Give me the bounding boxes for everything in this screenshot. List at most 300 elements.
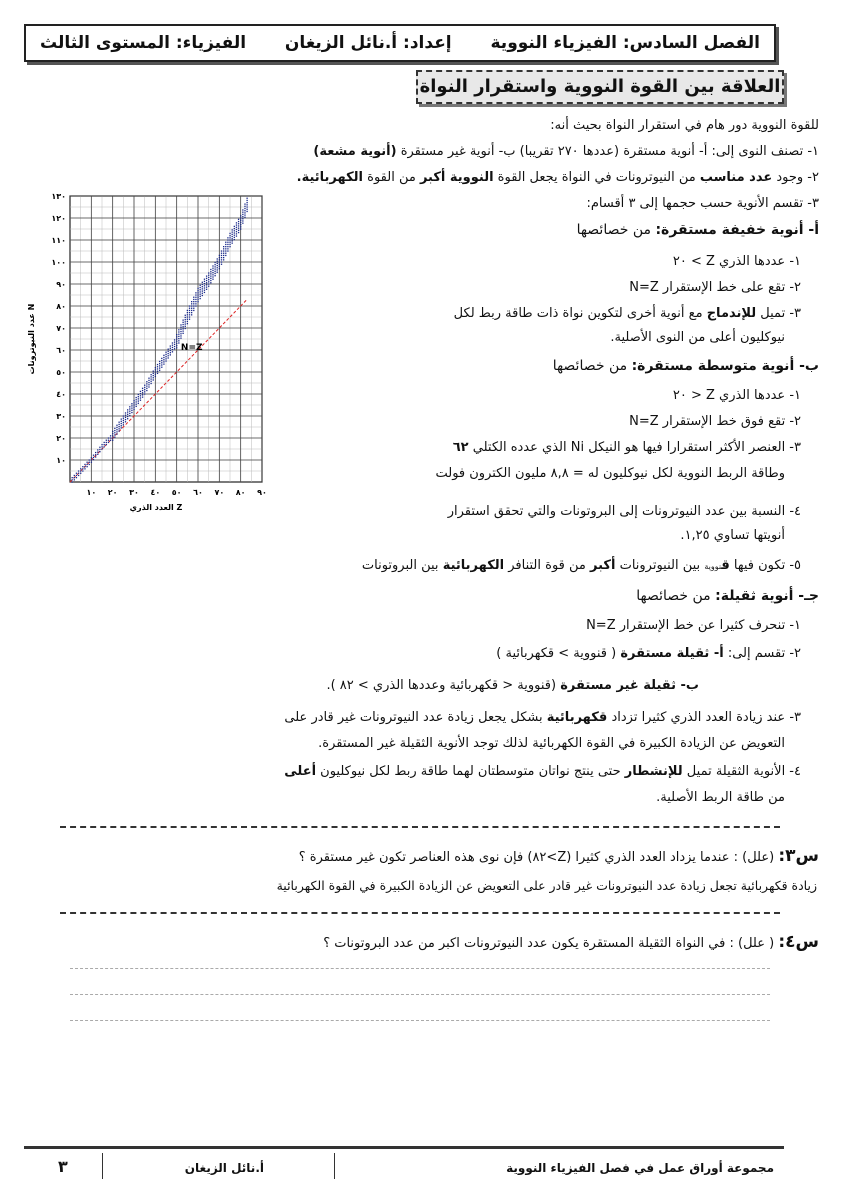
p2a: ٢- وجود [776,170,819,185]
stable-nucleus-point [155,371,156,372]
stable-nucleus-point [110,440,111,441]
stable-nucleus-point [84,468,85,469]
stable-nucleus-point [236,227,237,228]
stable-nucleus-point [229,233,230,234]
stable-nucleus-point [214,266,215,267]
a3a: ٣- تميل [760,306,801,321]
stable-nucleus-point [236,224,237,225]
stable-nucleus-point [178,336,179,337]
stable-nucleus-point [240,222,241,223]
stable-nucleus-point [174,344,175,345]
b5e: أكبر [590,558,616,573]
stable-nucleus-point [204,292,205,293]
stable-nucleus-point [114,434,115,435]
stable-nucleus-point [206,286,207,287]
stable-nucleus-point [174,339,175,340]
stable-nucleus-point [170,345,171,346]
stable-nucleus-point [197,299,198,300]
q4-text: ( علل) : في النواة الثقيلة المستقرة يكون عدد النيوترونات اكبر من عدد البروتونات ؟ [323,936,775,951]
stable-nucleus-point [159,367,160,368]
stable-nucleus-point [206,289,207,290]
stable-nucleus-point [104,442,105,443]
stable-nucleus-point [202,293,203,294]
stable-nucleus-point [176,343,177,344]
answer-line-1[interactable] [70,968,770,969]
stable-nucleus-point [234,228,235,229]
stable-nucleus-point [244,203,245,204]
stable-nucleus-point [223,248,224,249]
c4a: ٤- الأنوية الثقيلة تميل [686,764,801,779]
stable-nucleus-point [116,433,117,434]
stable-nucleus-point [208,275,209,276]
stable-nucleus-point [238,230,239,231]
stable-nucleus-point [200,287,201,288]
stable-nucleus-point [238,223,239,224]
stable-nucleus-point [204,283,205,284]
b5a: ٥- تكون فيها [733,558,801,573]
stable-nucleus-point [229,242,230,243]
y-tick-label: ٤٠ [56,390,66,399]
q4-label: س٤: [778,932,819,952]
stable-nucleus-point [219,259,220,260]
y-tick-label: ١٠ [56,456,66,465]
stable-nucleus-point [195,305,196,306]
x-tick-label: ٦٠ [193,488,203,497]
stable-nucleus-point [189,308,190,309]
stable-nucleus-point [223,259,224,260]
stable-nucleus-point [197,290,198,291]
c3d: التعويض عن الزيادة الكبيرة في القوة الكهربائية لذلك توجد الأنوية الثقيلة غير المستقرة. [318,736,785,751]
stable-nucleus-point [187,310,188,311]
stable-nucleus-point [157,371,158,372]
stable-nucleus-point [155,374,156,375]
stable-nucleus-point [221,250,222,251]
stable-nucleus-point [172,349,173,350]
stable-nucleus-point [108,442,109,443]
b-tail: من خصائصها [552,358,628,374]
stable-nucleus-point [189,310,190,311]
point-3: ٣- تقسم الأنوية حسب حجمها إلى ٣ أقسام: [586,196,819,211]
stable-nucleus-point [246,198,247,199]
course-level: الفيزياء: المستوى الثالث [40,33,247,53]
stable-nucleus-point [116,427,117,428]
x-tick-label: ٧٠ [214,488,225,497]
stable-nucleus-point [174,346,175,347]
stable-nucleus-point [172,347,173,348]
stable-nucleus-point [178,338,179,339]
stable-nucleus-point [195,292,196,293]
stable-nucleus-point [195,299,196,300]
stable-nucleus-point [138,403,139,404]
stable-nucleus-point [136,406,137,407]
stable-nucleus-point [236,233,237,234]
stable-nucleus-point [234,237,235,238]
stable-nucleus-point [232,229,233,230]
stable-nucleus-point [80,473,81,474]
c2-unstable [326,678,699,693]
y-tick-label: ٩٠ [56,280,66,289]
y-tick-label: ١١٠ [51,236,66,245]
stable-nucleus-point [131,407,132,408]
y-tick-label: ١٣٠ [51,192,66,201]
separator-2 [60,912,780,914]
stable-nucleus-point [129,408,130,409]
stable-nucleus-point [106,442,107,443]
stable-nucleus-point [118,430,119,431]
stable-nucleus-point [163,361,164,362]
b5h: بين البروتونات [361,558,439,573]
stable-nucleus-point [197,288,198,289]
stable-nucleus-point [189,314,190,315]
stable-nucleus-point [157,368,158,369]
stable-nucleus-point [89,459,90,460]
stable-nucleus-point [165,356,166,357]
stable-nucleus-point [210,271,211,272]
y-tick-label: ١٢٠ [51,214,66,223]
stable-nucleus-point [200,289,201,290]
c-head: جـ- أنوية ثقيلة: [715,588,819,604]
a3d: نيوكليون أعلى من النوى الأصلية. [610,330,785,345]
b3c: وطاقة الربط النووية لكل نيوكليون له = ٨,٨ مليون الكترون فولت [435,466,785,481]
stable-nucleus-point [236,235,237,236]
stable-nucleus-point [142,390,143,391]
stable-nucleus-point [138,400,139,401]
p2c: من النيوترونات في النواة يجعل القوة [497,170,696,185]
stable-nucleus-point [221,261,222,262]
stable-nucleus-point [200,296,201,297]
point-1 [313,144,819,159]
stable-nucleus-point [140,397,141,398]
stable-nucleus-point [84,466,85,467]
stable-nucleus-point [170,350,171,351]
a-tail: من خصائصها [576,222,651,238]
stable-nucleus-point [144,389,145,390]
stable-nucleus-point [221,259,222,260]
stable-nucleus-point [114,437,115,438]
stable-nucleus-point [200,294,201,295]
stable-nucleus-point [176,338,177,339]
stable-nucleus-point [93,457,94,458]
stable-nucleus-point [95,452,96,453]
stable-nucleus-point [133,402,134,403]
c2d: ب- ثقيلة غير مستقرة [560,678,699,693]
point-1-bold: (أنوية مشعة) [313,144,397,159]
stable-nucleus-point [127,414,128,415]
stable-nucleus-point [225,253,226,254]
stable-nucleus-point [150,376,151,377]
c4e: من طاقة الربط الأصلية. [656,790,785,805]
stable-nucleus-point [101,446,102,447]
stable-nucleus-point [157,366,158,367]
stable-nucleus-point [208,277,209,278]
stable-nucleus-point [140,391,141,392]
stable-nucleus-point [232,242,233,243]
stable-nucleus-point [244,206,245,207]
stable-nucleus-point [93,459,94,460]
stable-nucleus-point [180,333,181,334]
footer-divider-2 [102,1153,103,1179]
stable-nucleus-point [240,224,241,225]
stable-nucleus-point [210,278,211,279]
stable-nucleus-point [242,218,243,219]
answer-line-2[interactable] [70,994,770,995]
stable-nucleus-point [191,312,192,313]
stable-nucleus-point [208,286,209,287]
stable-nucleus-point [176,341,177,342]
stable-nucleus-point [72,481,73,482]
stable-nucleus-point [148,382,149,383]
stable-nucleus-point [227,250,228,251]
stable-nucleus-point [187,312,188,313]
stable-nucleus-point [84,464,85,465]
stable-nucleus-point [229,246,230,247]
stable-nucleus-point [93,455,94,456]
stable-nucleus-point [150,378,151,379]
light-nuclei-heading [577,222,819,238]
stable-nucleus-point [129,411,130,412]
stable-nucleus-point [153,379,154,380]
neutron-proton-chart [20,188,280,530]
stable-nucleus-point [121,418,122,419]
point-1-text: ١- تصنف النوى إلى: أ- أنوية مستقرة (عددها ٢٧٠ تقريبا) ب- أنوية غير مستقرة [400,144,819,159]
answer-line-3[interactable] [70,1020,770,1021]
stable-nucleus-point [150,374,151,375]
stable-nucleus-point [191,303,192,304]
stable-nucleus-point [148,380,149,381]
stable-nucleus-point [191,301,192,302]
stable-nucleus-point [214,264,215,265]
stable-nucleus-point [74,479,75,480]
stable-nucleus-point [193,305,194,306]
stable-nucleus-point [185,323,186,324]
stable-nucleus-point [180,338,181,339]
stable-nucleus-point [91,462,92,463]
b5d: بين النيوترونات [619,558,701,573]
stable-nucleus-point [125,419,126,420]
point-2 [297,170,819,185]
stable-nucleus-point [206,282,207,283]
stable-nucleus-point [217,263,218,264]
stable-nucleus-point [142,396,143,397]
section-title: العلاقة بين القوة النووية واستقرار النواة [416,70,784,104]
stable-nucleus-point [242,223,243,224]
stable-nucleus-point [187,323,188,324]
a3c: مع أنوية أخرى لتكوين نواة ذات طاقة ربط لكل [453,306,703,321]
stable-nucleus-point [72,479,73,480]
stable-nucleus-point [172,345,173,346]
stable-nucleus-point [200,285,201,286]
stable-nucleus-point [116,429,117,430]
c2a: ٢- تقسم إلى: [727,646,801,661]
stable-nucleus-point [121,423,122,424]
stable-nucleus-point [125,421,126,422]
b3b: ٦٢ [452,440,469,455]
stable-nucleus-point [116,431,117,432]
stable-nucleus-point [125,415,126,416]
stable-nucleus-point [238,221,239,222]
stable-nucleus-point [182,322,183,323]
stable-nucleus-point [168,349,169,350]
stable-nucleus-point [138,396,139,397]
stable-nucleus-point [242,216,243,217]
stable-nucleus-point [197,292,198,293]
stable-nucleus-point [144,391,145,392]
stable-nucleus-point [219,261,220,262]
stable-nucleus-point [208,272,209,273]
stable-nucleus-point [123,418,124,419]
stable-nucleus-point [234,232,235,233]
stable-nucleus-point [217,272,218,273]
stable-nucleus-point [187,314,188,315]
stable-nucleus-point [214,262,215,263]
stable-nucleus-point [133,404,134,405]
stable-nucleus-point [187,319,188,320]
stable-nucleus-point [195,301,196,302]
a-head: أ- أنوية خفيفة مستقرة: [655,222,819,238]
stable-nucleus-point [185,321,186,322]
stable-nucleus-point [238,232,239,233]
stable-nucleus-point [242,220,243,221]
stable-nucleus-point [225,246,226,247]
stable-nucleus-point [123,420,124,421]
stable-nucleus-point [146,383,147,384]
stable-nucleus-point [182,333,183,334]
stable-nucleus-point [112,440,113,441]
stable-nucleus-point [223,255,224,256]
stable-nucleus-point [91,459,92,460]
stable-nucleus-point [163,359,164,360]
stable-nucleus-point [227,246,228,247]
stable-nucleus-point [204,279,205,280]
stable-nucleus-point [240,226,241,227]
stable-nucleus-point [165,352,166,353]
stable-nucleus-point [219,268,220,269]
stable-nucleus-point [121,421,122,422]
stable-nucleus-point [246,202,247,203]
stable-nucleus-point [214,271,215,272]
stable-nucleus-point [97,454,98,455]
a3b: للإندماج [706,306,757,321]
stable-nucleus-point [129,415,130,416]
intro-line: للقوة النووية دور هام في استقرار النواة بحيث أنه: [550,118,819,133]
y-tick-label: ٣٠ [56,412,66,421]
y-axis-label: عدد النيوترونات N [27,303,36,375]
stable-nucleus-point [125,417,126,418]
stable-nucleus-point [202,295,203,296]
stable-nucleus-point [170,348,171,349]
stable-nucleus-point [182,326,183,327]
stable-nucleus-point [174,341,175,342]
p2b: عدد مناسب [699,170,773,185]
footer-divider-1 [334,1153,335,1179]
stable-nucleus-point [125,412,126,413]
c4b: للإنشطار [624,764,683,779]
stable-nucleus-point [202,282,203,283]
stable-nucleus-point [229,235,230,236]
stable-nucleus-point [161,358,162,359]
stable-nucleus-point [176,334,177,335]
stable-nucleus-point [212,265,213,266]
b2: ٢- تقع فوق خط الإستقرار N=Z [629,414,801,429]
stable-nucleus-point [217,269,218,270]
stable-nucleus-point [95,456,96,457]
x-tick-label: ٩٠ [257,488,267,497]
b4b: أنويتها تساوي ١,٢٥. [680,528,785,543]
b1: ١- عددها الذري Z < ٢٠ [672,388,801,403]
stable-nucleus-point [148,378,149,379]
c3b: قكهربائية [546,710,608,725]
heavy-nuclei-heading [636,588,819,604]
y-tick-label: ٦٠ [56,346,66,355]
stable-nucleus-point [191,314,192,315]
stable-nucleus-point [221,253,222,254]
c1: ١- تنحرف كثيرا عن خط الإستقرار N=Z [586,618,801,633]
stable-nucleus-point [182,330,183,331]
stable-nucleus-point [242,214,243,215]
c4-line [284,764,801,779]
stable-nucleus-point [99,451,100,452]
stable-nucleus-point [234,235,235,236]
stable-nucleus-point [118,428,119,429]
stable-nucleus-point [202,288,203,289]
stable-nucleus-point [246,209,247,210]
stable-nucleus-point [142,392,143,393]
stable-nucleus-point [240,217,241,218]
stable-nucleus-point [236,229,237,230]
stable-nucleus-point [180,327,181,328]
stable-nucleus-point [133,409,134,410]
stable-nucleus-point [182,328,183,329]
stable-nucleus-point [208,281,209,282]
stable-nucleus-point [133,400,134,401]
stable-nucleus-point [140,400,141,401]
stable-nucleus-point [244,208,245,209]
stable-nucleus-point [159,363,160,364]
stable-nucleus-point [101,448,102,449]
stable-nucleus-point [193,303,194,304]
stable-nucleus-point [185,319,186,320]
stable-nucleus-point [185,326,186,327]
stable-nucleus-point [185,317,186,318]
stable-nucleus-point [197,301,198,302]
c3c: بشكل يجعل زيادة عدد النيوترونات غير قادر على [284,710,543,725]
stable-nucleus-point [127,418,128,419]
stable-nucleus-point [150,381,151,382]
stable-nucleus-point [91,457,92,458]
stable-nucleus-point [214,268,215,269]
stable-nucleus-point [131,405,132,406]
y-tick-label: ١٠٠ [51,258,66,267]
a1: ١- عددها الذري Z > ٢٠ [672,254,801,269]
stable-nucleus-point [200,298,201,299]
stable-nucleus-point [191,305,192,306]
stable-nucleus-point [240,215,241,216]
stable-nucleus-point [78,475,79,476]
page-header [24,24,776,62]
stable-nucleus-point [244,210,245,211]
stable-nucleus-point [74,477,75,478]
b5f: من قوة التنافر [508,558,586,573]
stable-nucleus-point [195,294,196,295]
stable-nucleus-point [238,219,239,220]
stable-nucleus-point [238,225,239,226]
stable-nucleus-point [217,258,218,259]
stable-nucleus-point [214,273,215,274]
a3 [454,306,801,321]
stable-nucleus-point [212,276,213,277]
stable-nucleus-point [212,268,213,269]
stable-nucleus-point [97,451,98,452]
